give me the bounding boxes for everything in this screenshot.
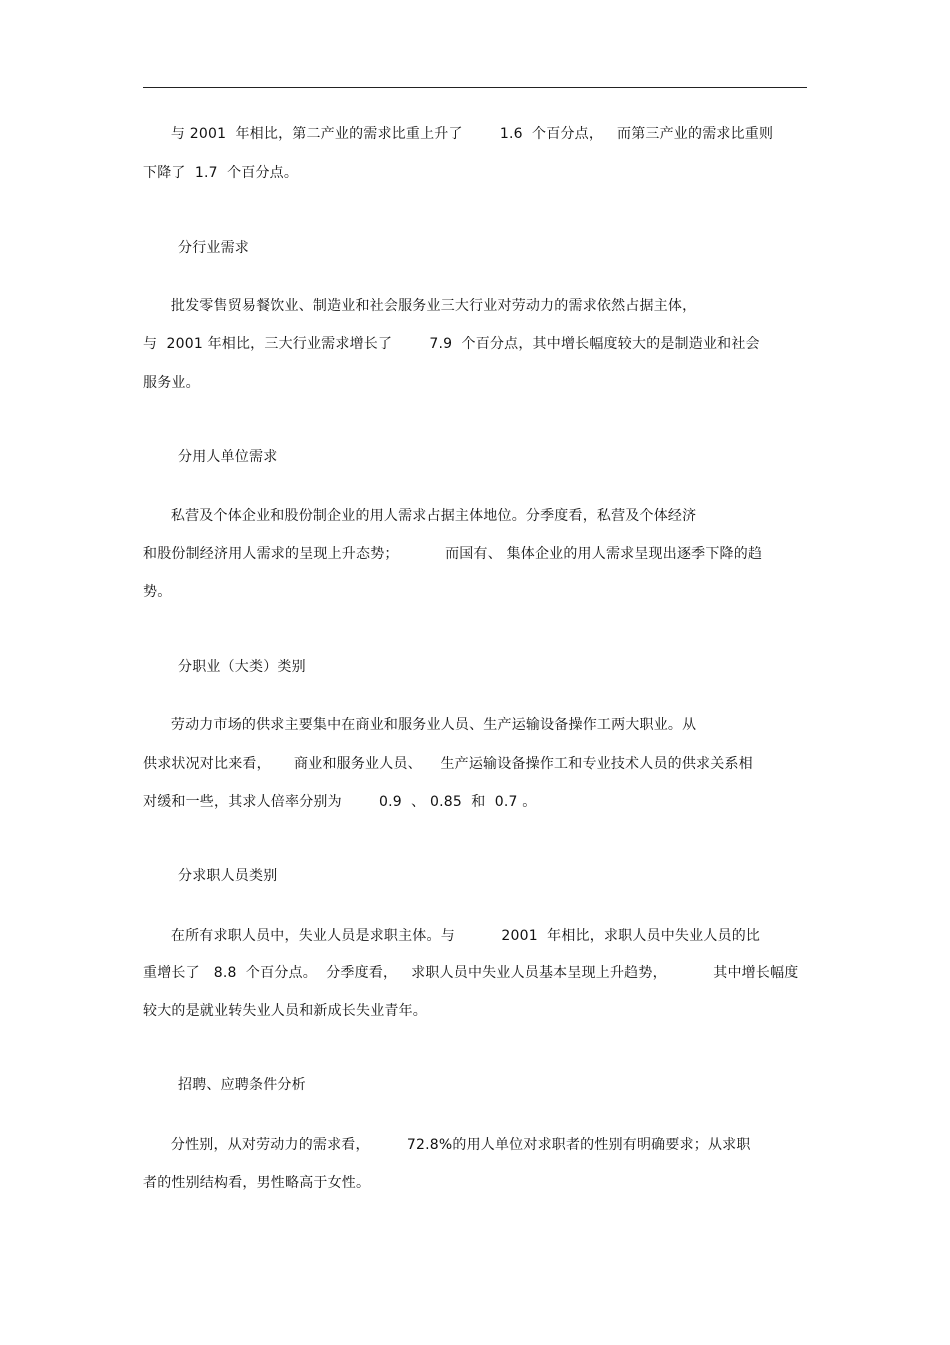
paragraph-line: 批发零售贸易餐饮业、制造业和社会服务业三大行业对劳动力的需求依然占据主体， xyxy=(143,298,697,314)
section-heading: 招聘、应聘条件分析 xyxy=(178,1077,306,1093)
header-rule xyxy=(143,87,807,88)
paragraph-line: 者的性别结构看，男性略高于女性。 xyxy=(143,1175,371,1191)
paragraph-line: 劳动力市场的供求主要集中在商业和服务业人员、生产运输设备操作工两大职业。从 xyxy=(143,717,697,733)
paragraph-line: 势。 xyxy=(143,584,172,600)
paragraph-line: 对缓和一些，其求人倍率分别为 0.9 、 0.85 和 0.7 。 xyxy=(143,794,537,810)
paragraph-line: 和股份制经济用人需求的呈现上升态势； 而国有、 集体企业的用人需求呈现出逐季下降的趋 xyxy=(143,546,763,562)
section-heading: 分求职人员类别 xyxy=(178,868,278,884)
paragraph-line: 与 2001 年相比，三大行业需求增长了 7.9 个百分点，其中增长幅度较大的是制造业和社会 xyxy=(143,336,760,352)
section-heading: 分职业（大类）类别 xyxy=(178,659,306,675)
paragraph-line: 私营及个体企业和股份制企业的用人需求占据主体地位。分季度看，私营及个体经济 xyxy=(143,508,697,524)
paragraph-line: 分性别，从对劳动力的需求看， 72.8%的用人单位对求职者的性别有明确要求；从求职 xyxy=(143,1137,751,1153)
paragraph-line: 重增长了 8.8 个百分点。 分季度看， 求职人员中失业人员基本呈现上升趋势， 其中增长幅度 xyxy=(143,965,799,981)
section-heading: 分行业需求 xyxy=(178,240,249,256)
paragraph-line: 与 2001 年相比，第二产业的需求比重上升了 1.6 个百分点， 而第三产业的需求比重则 xyxy=(143,126,774,142)
section-heading: 分用人单位需求 xyxy=(178,449,278,465)
paragraph-line: 下降了 1.7 个百分点。 xyxy=(143,165,299,181)
paragraph-line: 供求状况对比来看， 商业和服务业人员、 生产运输设备操作工和专业技术人员的供求关系相 xyxy=(143,756,753,772)
paragraph-line: 较大的是就业转失业人员和新成长失业青年。 xyxy=(143,1003,427,1019)
paragraph-line: 服务业。 xyxy=(143,375,200,391)
paragraph-line: 在所有求职人员中，失业人员是求职主体。与 2001 年相比，求职人员中失业人员的比 xyxy=(143,928,761,944)
